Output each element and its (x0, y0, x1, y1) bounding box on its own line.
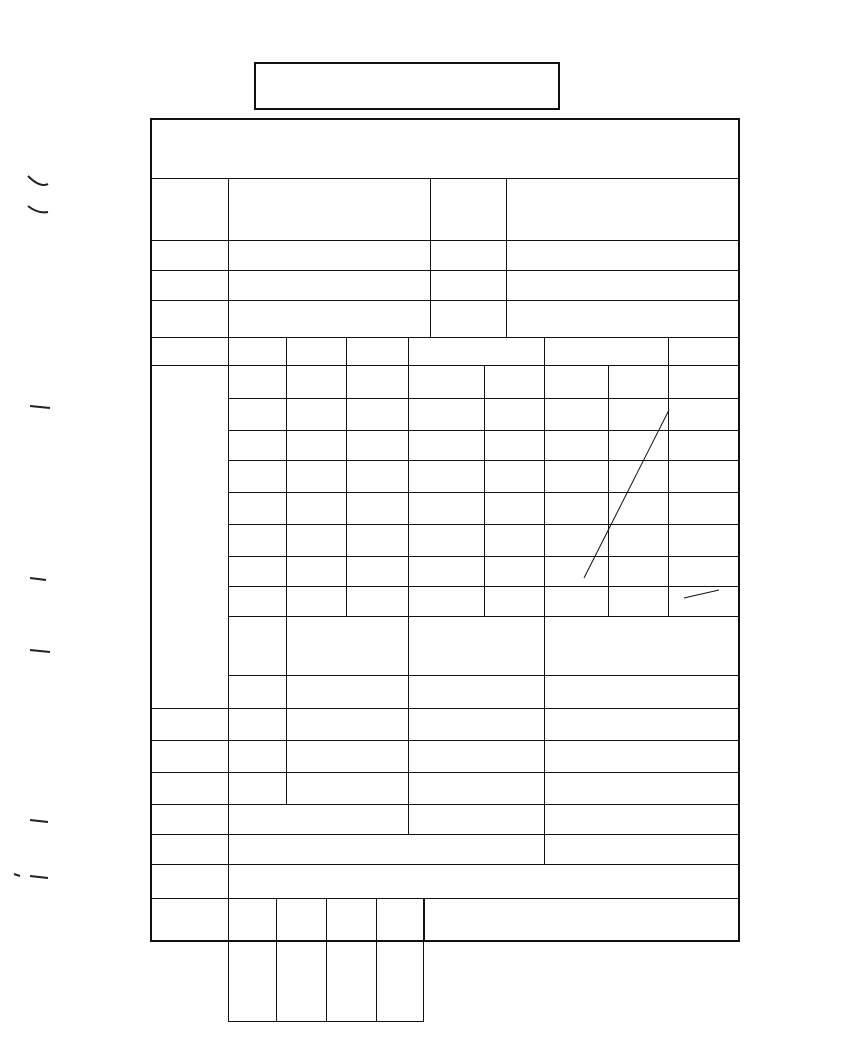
rule (150, 864, 740, 865)
rule (150, 337, 740, 338)
rule (408, 708, 409, 834)
tax-notice-stamp (254, 62, 560, 110)
rule (150, 365, 740, 366)
rule (150, 270, 740, 271)
rule (424, 898, 425, 942)
rule (150, 178, 740, 179)
rule (150, 708, 740, 709)
rule (430, 178, 431, 337)
rule (376, 898, 377, 1022)
rule (150, 240, 740, 241)
rule (150, 740, 740, 741)
rule (150, 804, 740, 805)
rule (506, 178, 507, 337)
scan-artifacts (0, 0, 150, 1062)
rule (544, 708, 545, 864)
rule (276, 898, 277, 1022)
rule (228, 178, 229, 942)
rule (484, 365, 485, 616)
cross-out-stroke (544, 398, 740, 616)
rule (408, 337, 409, 708)
rule (228, 616, 740, 617)
rule (150, 300, 740, 301)
rule (326, 898, 327, 1022)
rule (346, 337, 347, 617)
rule (150, 772, 740, 773)
rule (150, 834, 740, 835)
rule (286, 337, 287, 708)
rule (228, 675, 740, 676)
rule (286, 708, 287, 804)
